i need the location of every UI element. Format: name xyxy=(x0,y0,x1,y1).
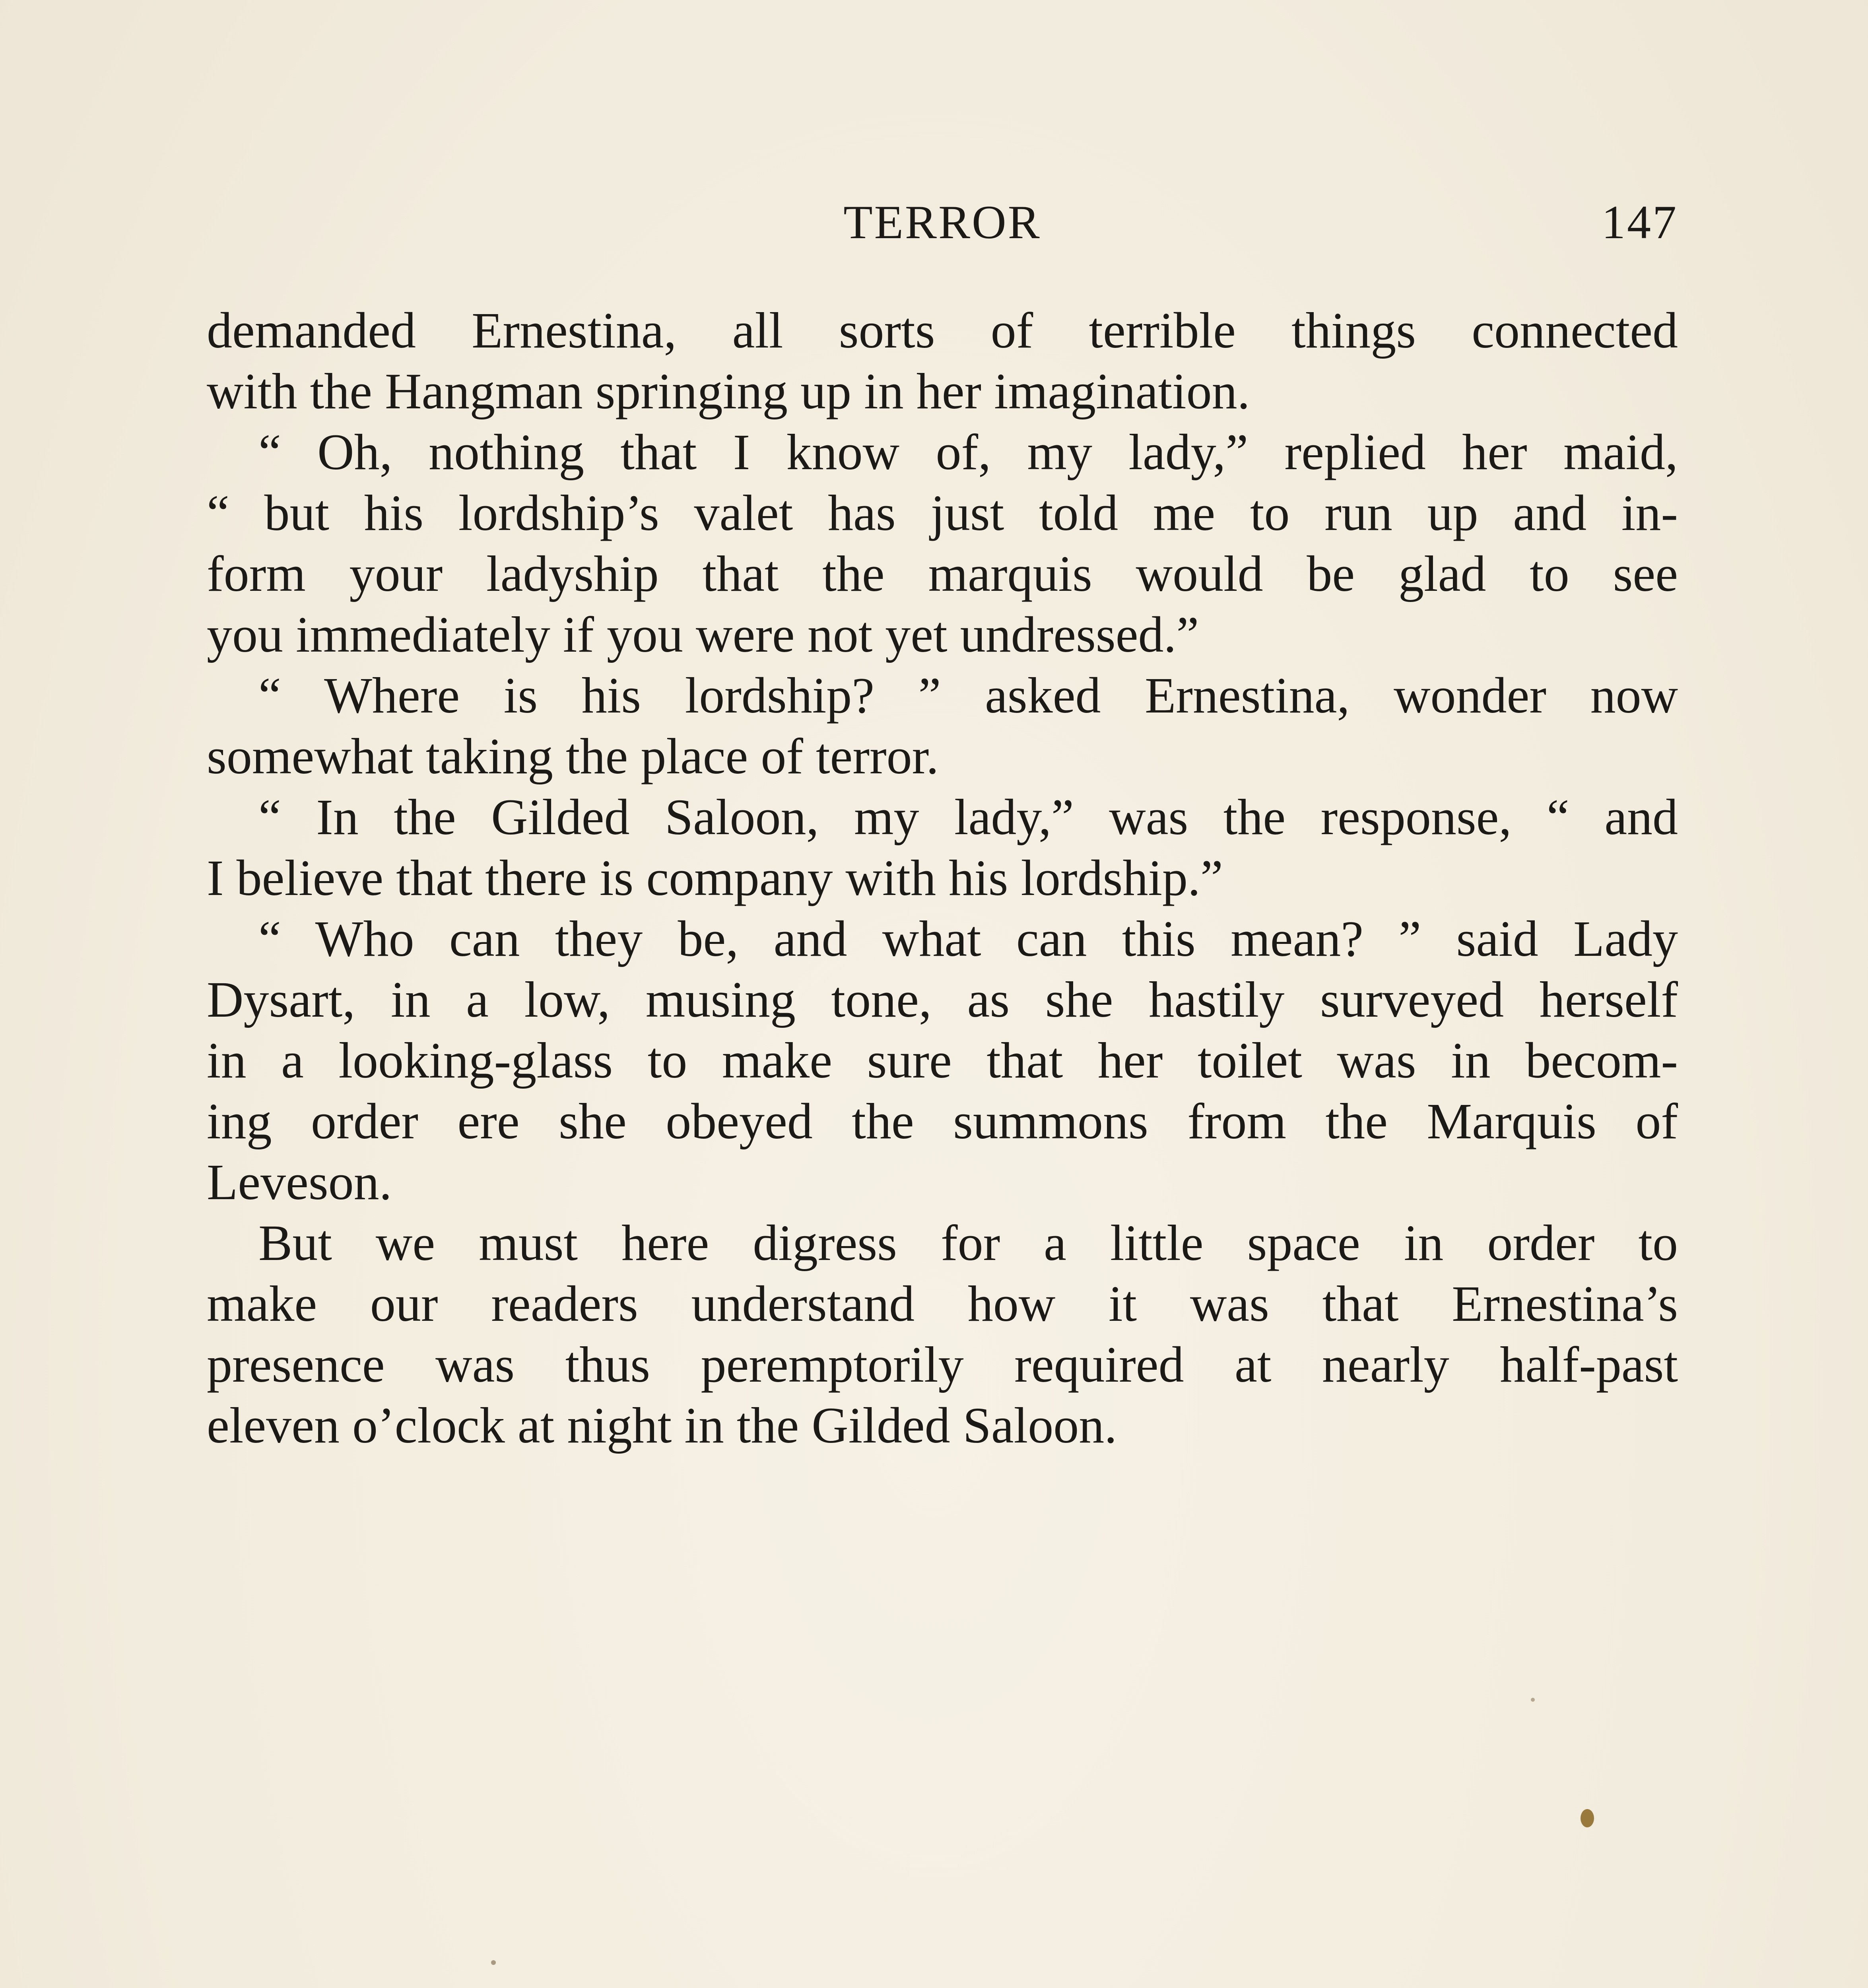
text-line: ing order ere she obeyed the summons from the Marquis of xyxy=(207,1093,1678,1149)
running-title: TERROR xyxy=(843,196,1041,248)
text-line: in a looking-glass to make sure that her toilet was in becom- xyxy=(207,1032,1678,1089)
text-line: But we must here digress for a little space in order to xyxy=(258,1215,1678,1271)
text-line: Leveson. xyxy=(207,1154,392,1210)
text-line: you immediately if you were not yet undressed.” xyxy=(207,606,1199,663)
running-head xyxy=(207,195,1678,266)
text-line: eleven o’clock at night in the Gilded Saloon. xyxy=(207,1397,1117,1454)
paper-speck xyxy=(491,1960,496,1965)
text-line: form your ladyship that the marquis would be glad to see xyxy=(207,546,1678,602)
text-line: “ Oh, nothing that I know of, my lady,” replied her maid, xyxy=(258,424,1678,480)
text-line: Dysart, in a low, musing tone, as she hastily surveyed herself xyxy=(207,971,1678,1028)
text-line: make our readers understand how it was that Ernestina’s xyxy=(207,1276,1678,1332)
paper-speck xyxy=(1531,1698,1535,1702)
text-line: “ but his lordship’s valet has just told me to run up and in- xyxy=(207,485,1678,541)
page-number: 147 xyxy=(1602,196,1678,248)
text-line: “ Where is his lordship? ” asked Ernestina, wonder now xyxy=(258,667,1678,724)
text-line: somewhat taking the place of terror. xyxy=(207,728,939,784)
text-line: “ Who can they be, and what can this mean? ” said Lady xyxy=(258,911,1678,967)
body-text xyxy=(207,300,1678,1456)
text-line: I believe that there is company with his lordship.” xyxy=(207,850,1223,906)
text-line: demanded Ernestina, all sorts of terrible things connected xyxy=(207,302,1678,359)
text-line: with the Hangman springing up in her imagination. xyxy=(207,363,1250,419)
text-line: “ In the Gilded Saloon, my lady,” was the response, “ and xyxy=(258,789,1678,845)
text-line: presence was thus peremptorily required at nearly half-past xyxy=(207,1336,1678,1393)
paper-speck xyxy=(1581,1809,1594,1827)
